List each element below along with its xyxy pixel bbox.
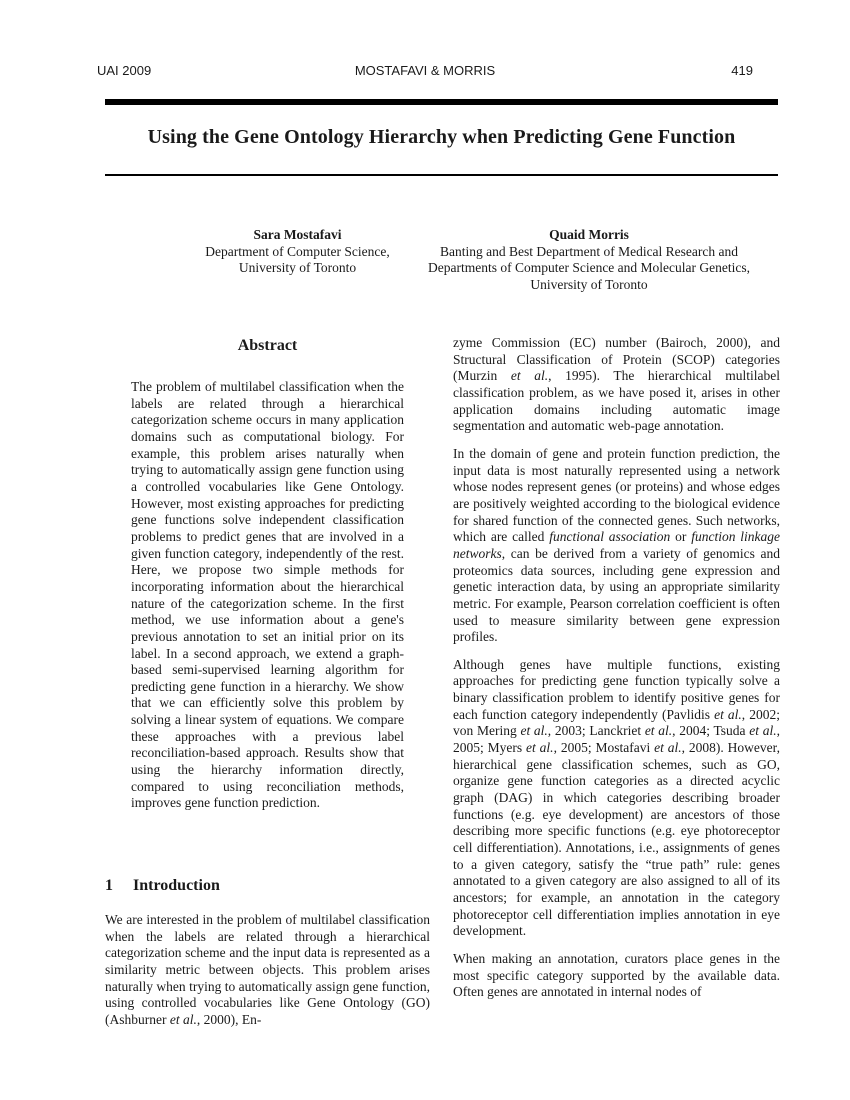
text-run: In the domain of gene and protein function prediction, the input data is most naturally represented using a network whose nodes represent genes (or proteins) and whose edges are positively weighted according to the biological evidence for shared function of the connected genes. Such networks, which are called xyxy=(453,445,780,545)
introduction-paragraph xyxy=(105,912,430,1029)
section-title: Introduction xyxy=(133,877,220,894)
running-header-authors: MOSTAFAVI & MORRIS xyxy=(354,63,496,78)
paragraph xyxy=(453,657,780,940)
text-run-italic: et al. xyxy=(644,723,673,739)
author-name: Quaid Morris xyxy=(549,227,629,242)
text-run: , 2002; von Mering xyxy=(453,706,780,739)
text-run-italic: et al. xyxy=(520,723,548,739)
abstract-heading: Abstract xyxy=(237,337,298,354)
text-run-italic: et al. xyxy=(749,723,777,739)
author-affiliation-line: Department of Computer Science, xyxy=(205,243,390,259)
author-affiliation-line: University of Toronto xyxy=(530,276,648,292)
text-run: , 2000), En- xyxy=(196,1011,262,1027)
text-run: , 2005; Myers xyxy=(453,723,780,756)
author-block-2 xyxy=(404,227,774,293)
text-run: , 2004; Tsuda xyxy=(672,723,750,739)
text-run-italic: function linkage networks xyxy=(453,529,781,561)
section-number: 1 xyxy=(105,877,113,894)
text-run: Although genes have multiple functions, existing approaches for predicting gene function typically solve a binary classification problem to identify positive genes for each function category independently (Pavlidis xyxy=(453,656,780,722)
text-run: , 2008). However, hierarchical gene classification schemes, such as GO, organize gene function categories as a directed acyclic graph (DAG) in which categories describing broader functions (e.g. eye development) are ancestors of those describing more specific functions (e.g. eye photoreceptor cell differentiation). Annotations, i.e., assignments of genes to a given category, satisfy the “true path” rule: genes annotated to a given category are also assigned to all of its ancestors; for example, an annotation in the category photoreceptor cell differentiation implies annotation in eye development. xyxy=(453,740,780,939)
text-run: , 2005; Mostafavi xyxy=(553,740,655,756)
title-rule-top xyxy=(105,99,778,105)
right-column xyxy=(453,335,780,1012)
author-block-1 xyxy=(185,227,410,277)
text-run-italic: et al. xyxy=(654,740,682,756)
text-run-italic: et al. xyxy=(510,368,549,384)
text-run-italic: et al. xyxy=(526,740,554,756)
paper-title: Using the Gene Ontology Hierarchy when Predicting Gene Function xyxy=(147,126,736,148)
text-run: or xyxy=(670,529,692,545)
page-number: 419 xyxy=(731,63,753,78)
text-run-italic: functional association xyxy=(549,529,671,545)
abstract-text: The problem of multilabel classification when the labels are related through a hierarchical categorization scheme occurs in many application domains such as computational biology. For example, this problem arises naturally when trying to automatically assign gene function using a controlled vocabularies like Gene Ontology. However, most existing approaches for predicting gene functions solve independent classification problems to predict genes that are involved in a given function category, independently of the rest. Here, we propose two simple methods for incorporating information about the hierarchical nature of the categorization scheme. In the first method, we use information about a gene's previous annotation to set an initial prior on its label. In a second approach, we extend a graph-based semi-supervised learning algorithm for predicting gene function in a hierarchy. We show that we can efficiently solve this problem by solving a linear system of equations. We compare these approaches with a previous label reconciliation-based approach. Results show that using the hierarchy information directly, compared to using reconciliation methods, improves gene function prediction. xyxy=(131,379,404,811)
text-run: , 1995). The hierarchical multilabel classification problem, as we have posed it, arises in other application domains including automatic image segmentation and automatic web-page annotation. xyxy=(453,368,780,434)
paragraph xyxy=(453,446,780,646)
text-run-italic: et al. xyxy=(714,706,742,722)
author-affiliation-line: University of Toronto xyxy=(238,260,357,276)
text-run: zyme Commission (EC) number (Bairoch, 2000), and Structural Classification of Protein (SCOP) categories (Murzin xyxy=(453,335,780,384)
section-heading-introduction xyxy=(105,877,220,895)
running-header-venue: UAI 2009 xyxy=(97,63,152,78)
author-affiliation-line: Banting and Best Department of Medical Research and xyxy=(439,243,739,259)
paragraph xyxy=(453,335,780,435)
author-affiliation-line: Departments of Computer Science and Molecular Genetics, xyxy=(427,260,751,276)
text-run: We are interested in the problem of multilabel classification when the labels are related through a hierarchical categorization scheme and the input data is represented as a similarity metric between objects. This problem arises naturally when trying to automatically assign gene function, using controlled vocabularies like Gene Ontology (GO) (Ashburner xyxy=(105,912,430,1027)
title-rule-bottom xyxy=(105,174,778,176)
text-run-italic: et al. xyxy=(169,1011,197,1027)
paragraph: When making an annotation, curators place genes in the most specific category supported by the available data. Often genes are annotated in internal nodes of xyxy=(453,950,780,1000)
text-run: , 2003; Lanckriet xyxy=(547,723,645,739)
text-run: , can be derived from a variety of genomics and proteomics data sources, including gene expression and genetic interaction data, by using an appropriate similarity metric. For example, Pearson correlation coefficient is often used to measure similarity between gene expression profiles. xyxy=(453,545,780,645)
author-name: Sara Mostafavi xyxy=(253,227,342,242)
